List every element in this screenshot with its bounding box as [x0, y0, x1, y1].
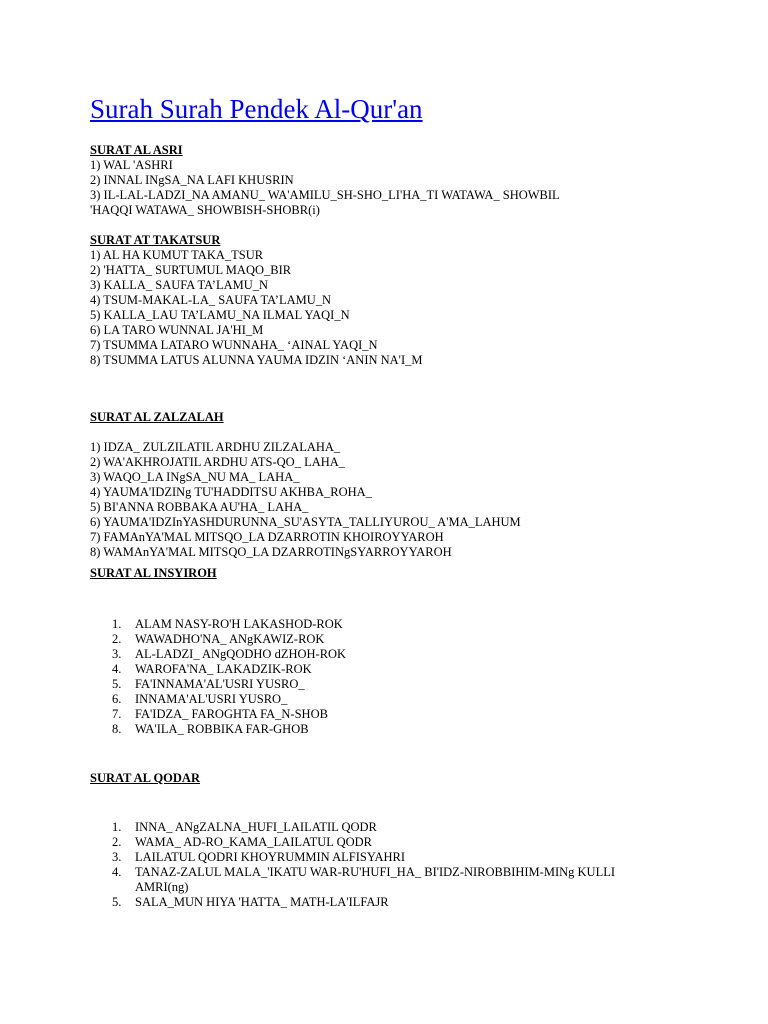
- verse-line: 4) TSUM-MAKAL-LA_ SAUFA TA’LAMU_N: [90, 293, 332, 307]
- list-number: 8.: [112, 722, 122, 736]
- list-number: 3.: [112, 850, 122, 864]
- verse-line: 3) IL-LAL-LADZI_NA AMANU_ WA'AMILU_SH-SHO_LI'HA_TI WATAWA_ SHOWBIL: [90, 188, 560, 202]
- list-number: 4.: [112, 865, 122, 879]
- list-number: 6.: [112, 692, 122, 706]
- list-number: 1.: [112, 617, 122, 631]
- verse-line: 8) TSUMMA LATUS ALUNNA YAUMA IDZIN ‘ANIN NA'I_M: [90, 353, 423, 367]
- list-item: [90, 677, 730, 692]
- verse-line: 1) IDZA_ ZULZILATIL ARDHU ZILZALAHA_: [90, 440, 341, 454]
- list-text: FA'INNAMA'AL'USRI YUSRO_: [135, 677, 305, 691]
- verse-list: [90, 820, 650, 910]
- list-item: [90, 662, 730, 677]
- list-text: ALAM NASY-RO'H LAKASHOD-ROK: [135, 617, 343, 631]
- page-title[interactable]: Surah Surah Pendek Al-Qur'an: [90, 94, 423, 124]
- verse-line: 4) YAUMA'IDZINg TU'HADDITSU AKHBA_ROHA_: [90, 485, 372, 499]
- list-number: 2.: [112, 632, 122, 646]
- list-number: 5.: [112, 677, 122, 691]
- verse-line: 3) WAQO_LA INgSA_NU MA_ LAHA_: [90, 470, 300, 484]
- verse-line: 6) LA TARO WUNNAL JA'HI_M: [90, 323, 264, 337]
- list-text: INNA_ ANgZALNA_HUFI_LAILATIL QODR: [135, 820, 377, 834]
- section-al-qodar: [90, 771, 730, 910]
- list-number: 2.: [112, 835, 122, 849]
- list-item: [90, 850, 650, 865]
- verse-line: 8) WAMAnYA'MAL MITSQO_LA DZARROTINgSYARROYYAROH: [90, 545, 452, 559]
- verse-line: 1) AL HA KUMUT TAKA_TSUR: [90, 248, 264, 262]
- verse-line: 6) YAUMA'IDZInYASHDURUNNA_SU'ASYTA_TALLIYUROU_ A'MA_LAHUM: [90, 515, 521, 529]
- list-text: LAILATUL QODRI KHOYRUMMIN ALFISYAHRI: [135, 850, 406, 864]
- verse-line: 2) INNAL INgSA_NA LAFI KHUSRIN: [90, 173, 294, 187]
- list-item: [90, 895, 650, 910]
- verse-line: 'HAQQI WATAWA_ SHOWBISH-SHOBR(i): [90, 203, 320, 217]
- verse-line: 5) KALLA_LAU TA’LAMU_NA ILMAL YAQI_N: [90, 308, 350, 322]
- list-text: WA'ILA_ ROBBIKA FAR-GHOB: [135, 722, 309, 736]
- verse-list: [90, 617, 730, 737]
- verse-line: 3) KALLA_ SAUFA TA’LAMU_N: [90, 278, 269, 292]
- document-page: [90, 93, 730, 910]
- verse-line: 1) WAL 'ASHRI: [90, 158, 173, 172]
- list-text: AL-LADZI_ ANgQODHO dZHOH-ROK: [135, 647, 347, 661]
- list-item: [90, 647, 730, 662]
- verse-line: 7) FAMAnYA'MAL MITSQO_LA DZARROTIN KHOIROYYAROH: [90, 530, 444, 544]
- list-text: INNAMA'AL'USRI YUSRO_: [135, 692, 288, 706]
- section-al-insyiroh: [90, 566, 730, 737]
- section-at-takatsur: [90, 233, 730, 368]
- verse-line: 7) TSUMMA LATARO WUNNAHA_ ‘AINAL YAQI_N: [90, 338, 378, 352]
- section-al-zalzalah: [90, 410, 730, 560]
- list-number: 4.: [112, 662, 122, 676]
- list-item: [90, 865, 650, 895]
- list-item: [90, 617, 730, 632]
- list-item: [90, 632, 730, 647]
- list-item: [90, 692, 730, 707]
- verse-line: 5) BI'ANNA ROBBAKA AU'HA_ LAHA_: [90, 500, 309, 514]
- list-item: [90, 707, 730, 722]
- verse-line: 2) 'HATTA_ SURTUMUL MAQO_BIR: [90, 263, 292, 277]
- list-text: SALA_MUN HIYA 'HATTA_ MATH-LA'ILFAJR: [135, 895, 389, 909]
- section-al-asri: [90, 143, 730, 218]
- section-heading: SURAT AL QODAR: [90, 771, 200, 785]
- list-text: FA'IDZA_ FAROGHTA FA_N-SHOB: [135, 707, 328, 721]
- section-heading: SURAT AL ZALZALAH: [90, 410, 224, 424]
- list-text: WAWADHO'NA_ ANgKAWIZ-ROK: [135, 632, 325, 646]
- list-item: [90, 722, 730, 737]
- list-text: WAROFA'NA_ LAKADZIK-ROK: [135, 662, 312, 676]
- list-item: [90, 835, 650, 850]
- list-number: 1.: [112, 820, 122, 834]
- list-item: [90, 820, 650, 835]
- section-heading: SURAT AT TAKATSUR: [90, 233, 221, 247]
- list-text: TANAZ-ZALUL MALA_'IKATU WAR-RU'HUFI_HA_ BI'IDZ-NIROBBIHIM-MINg KULLI AMRI(ng): [135, 865, 616, 894]
- section-heading: SURAT AL INSYIROH: [90, 566, 217, 580]
- section-heading: SURAT AL ASRI: [90, 143, 183, 157]
- list-text: WAMA_ AD-RO_KAMA_LAILATUL QODR: [135, 835, 373, 849]
- list-number: 7.: [112, 707, 122, 721]
- list-number: 3.: [112, 647, 122, 661]
- list-number: 5.: [112, 895, 122, 909]
- verse-line: 2) WA'AKHROJATIL ARDHU ATS-QO_ LAHA_: [90, 455, 346, 469]
